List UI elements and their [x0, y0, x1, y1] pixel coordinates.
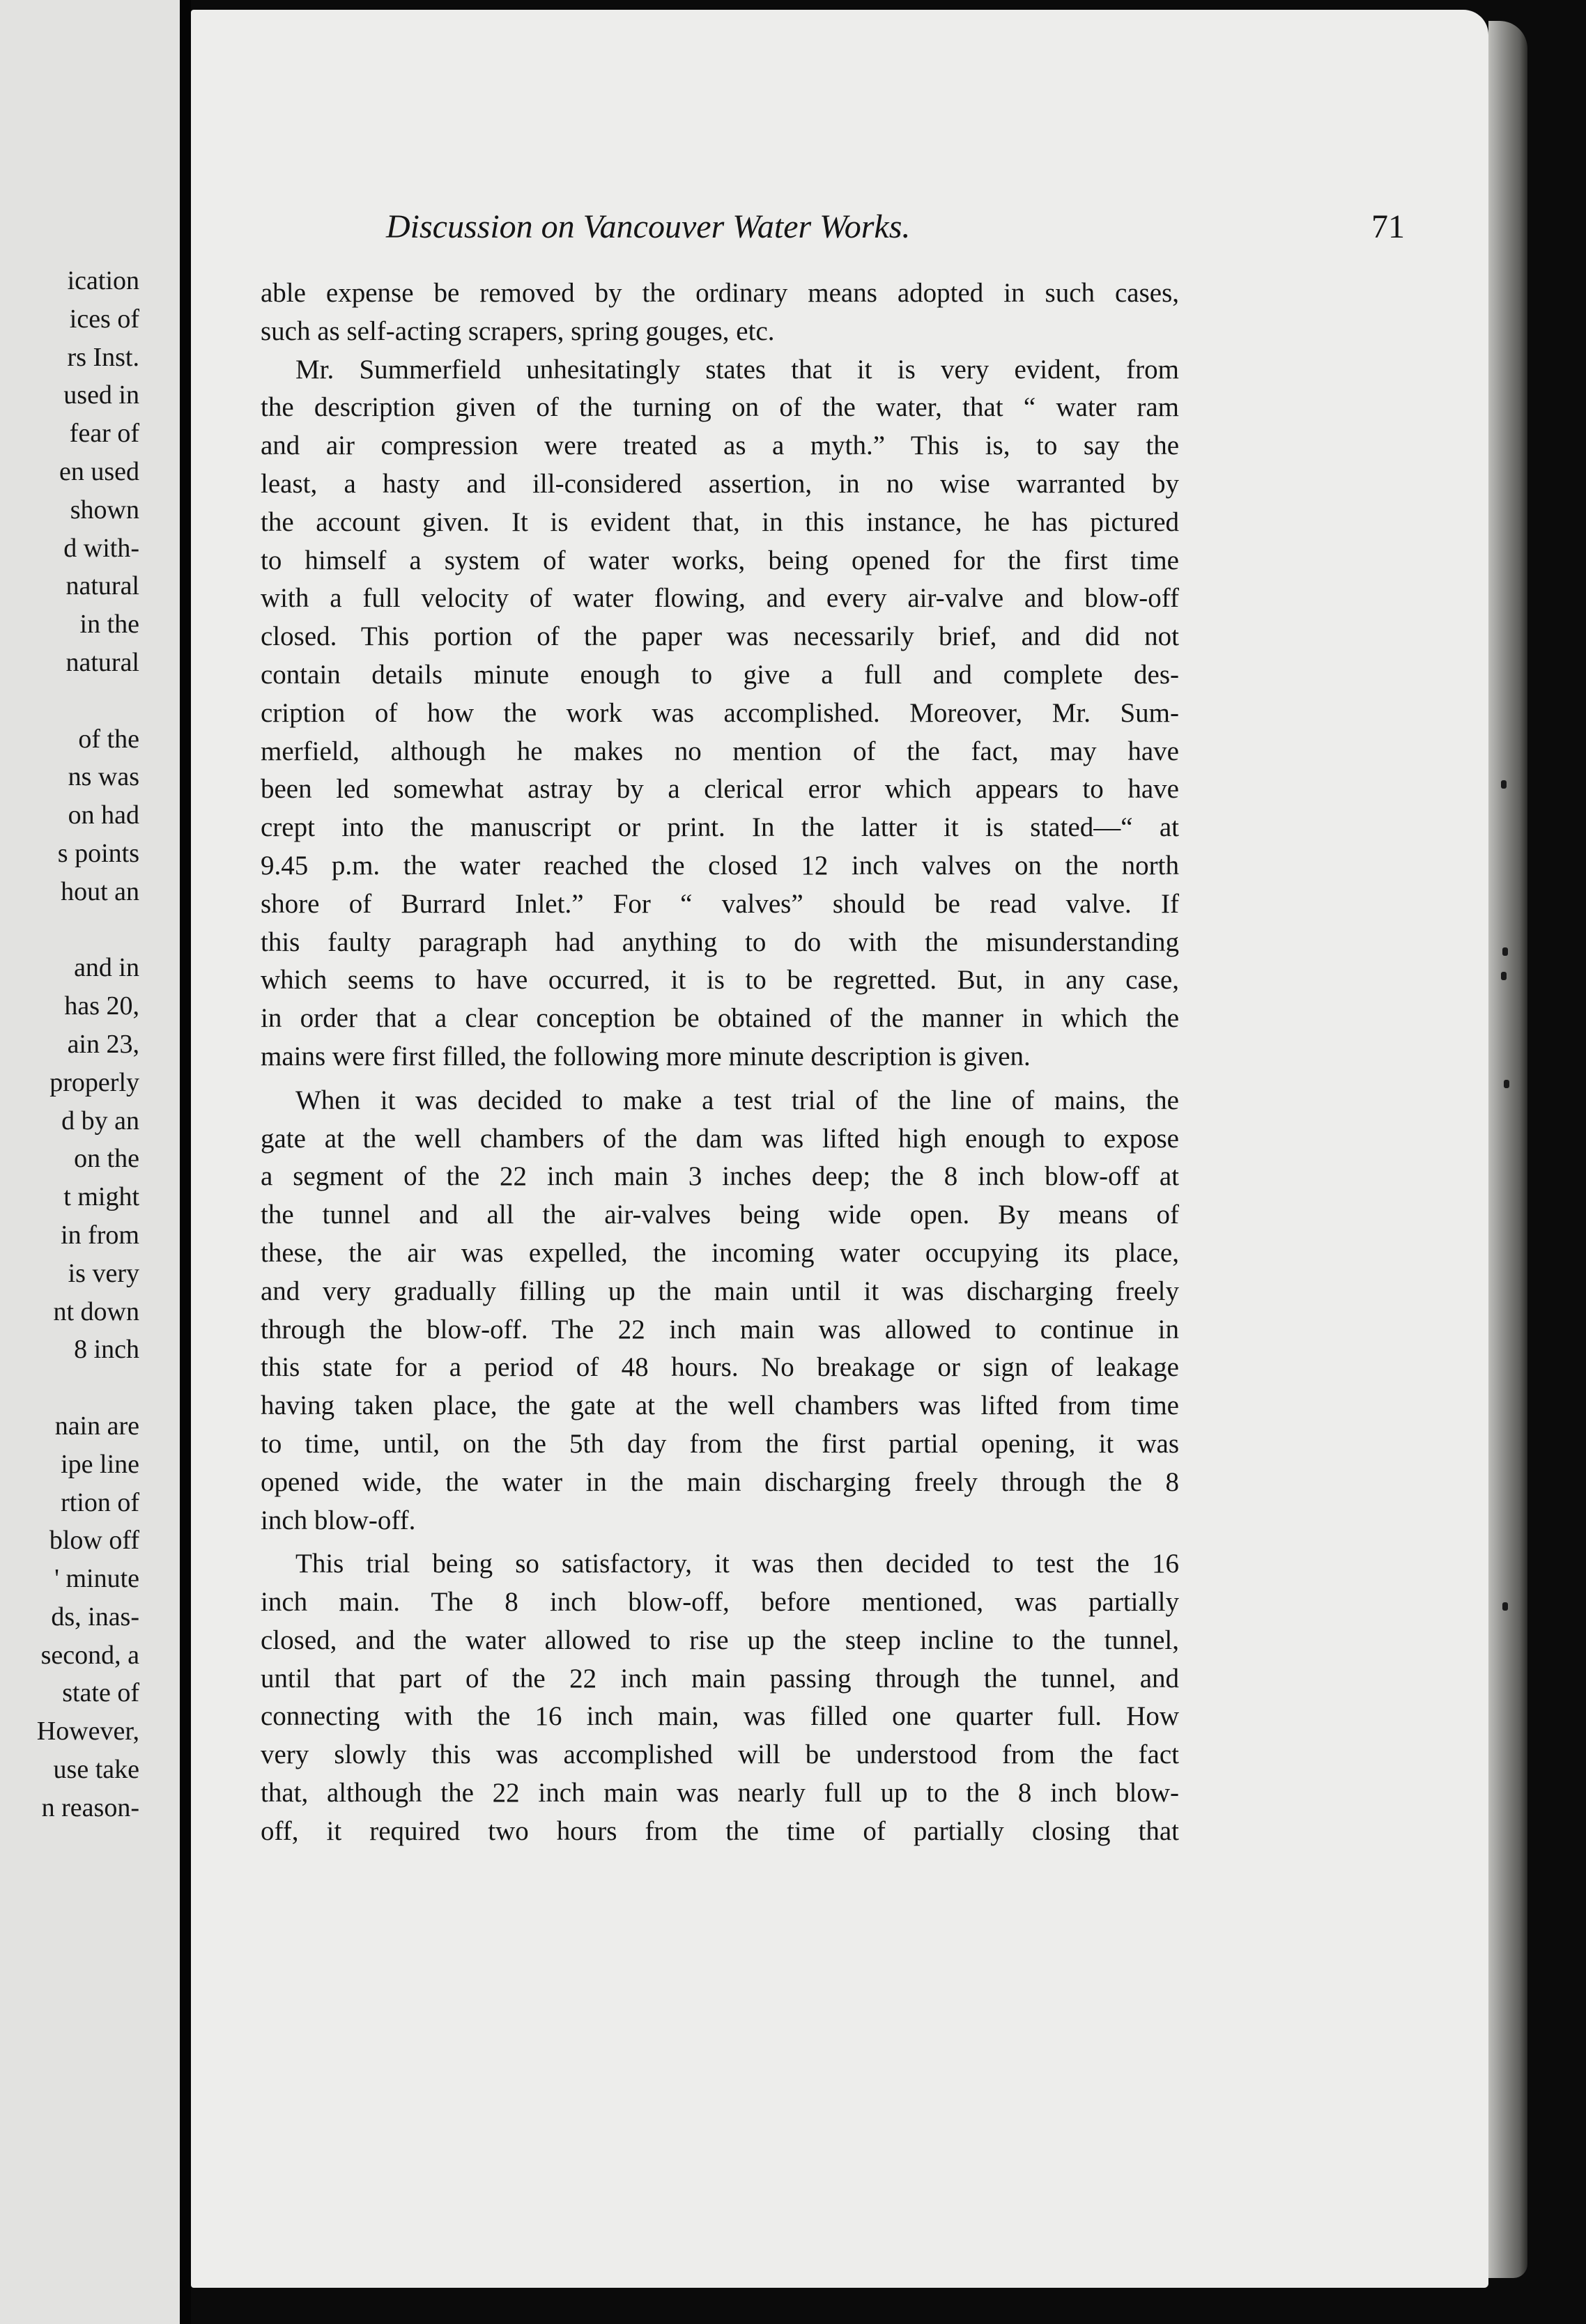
text-line: until that part of the 22 inch main passing through the tunnel, and — [261, 1663, 1179, 1694]
paragraph — [261, 1545, 1179, 1850]
facing-page-line: in the — [79, 610, 139, 640]
facing-page-line: of the — [78, 724, 139, 754]
facing-page-line: nt down — [53, 1296, 139, 1326]
text-line: with a full velocity of water flowing, and every air-valve and blow-off — [261, 583, 1179, 614]
facing-page-line: use take — [53, 1755, 139, 1785]
book-page — [191, 10, 1488, 2288]
facing-page-line: used in — [63, 380, 139, 410]
facing-page-line: en used — [59, 456, 139, 486]
facing-page-line: n reason- — [41, 1792, 139, 1822]
text-line: which seems to have occurred, it is to be regretted. But, in any case, — [261, 965, 1179, 996]
edge-mark — [1501, 972, 1507, 980]
facing-page-line: properly — [49, 1067, 139, 1097]
running-head — [386, 206, 1405, 248]
edge-mark — [1502, 947, 1508, 956]
facing-page-line — [0, 911, 139, 950]
text-line: very slowly this was accomplished will be understood from the fact — [261, 1740, 1179, 1770]
paragraph — [261, 351, 1179, 1076]
facing-page-line: natural — [66, 647, 139, 677]
facing-page-line: nain are — [54, 1411, 139, 1441]
text-line: and very gradually filling up the main until it was discharging freely — [261, 1276, 1179, 1306]
facing-page-line: However, — [36, 1717, 139, 1746]
facing-page — [0, 0, 180, 2324]
facing-page-line: second, a — [40, 1640, 139, 1670]
paragraph — [261, 1082, 1179, 1540]
text-line: the description given of the turning on of the water, that “ water ram — [261, 392, 1179, 423]
text-line: 9.45 p.m. the water reached the closed 12 inch valves on the north — [261, 850, 1179, 881]
facing-page-line: on had — [68, 800, 139, 830]
facing-page-line: shown — [70, 495, 139, 525]
text-line: crept into the manuscript or print. In the latter it is stated—“ at — [261, 812, 1179, 843]
page-edge — [1488, 21, 1527, 2278]
text-line: to time, until, on the 5th day from the first partial opening, it was — [261, 1428, 1179, 1459]
text-line: merfield, although he makes no mention of the fact, may have — [261, 736, 1179, 766]
running-head-title: Discussion on Vancouver Water Works. — [386, 208, 911, 245]
facing-page-line: state of — [62, 1678, 139, 1708]
text-line: this state for a period of 48 hours. No breakage or sign of leakage — [261, 1352, 1179, 1383]
text-line: closed, and the water allowed to rise up the steep incline to the tunnel, — [261, 1625, 1179, 1655]
facing-page-line: has 20, — [64, 991, 139, 1021]
facing-page-line: blow off — [49, 1526, 139, 1556]
text-line: This trial being so satisfactory, it was then decided to test the 16 — [295, 1549, 1179, 1579]
text-line: least, a hasty and ill-considered assertion, in no wise warranted by — [261, 468, 1179, 499]
text-line: able expense be removed by the ordinary means adopted in such cases, — [261, 278, 1179, 308]
facing-page-line: ' minute — [54, 1564, 139, 1594]
text-line: off, it required two hours from the time of partially closing that — [261, 1815, 1179, 1846]
text-line: been led somewhat astray by a clerical error which appears to have — [261, 774, 1179, 805]
text-line: and air compression were treated as a myth.” This is, to say the — [261, 431, 1179, 461]
facing-page-line: rtion of — [61, 1487, 139, 1517]
facing-page-line: d with- — [63, 533, 139, 563]
text-line: opened wide, the water in the main discharging freely through the 8 — [261, 1466, 1179, 1497]
edge-mark — [1502, 1602, 1508, 1611]
body-text — [261, 274, 1179, 1851]
text-line: such as self-acting scrapers, spring gouges, etc. — [261, 316, 775, 346]
facing-page-line: ication — [67, 266, 139, 295]
text-line: this faulty paragraph had anything to do with the misunderstanding — [261, 927, 1179, 957]
text-line: closed. This portion of the paper was necessarily brief, and did not — [261, 621, 1179, 652]
edge-mark — [1504, 1080, 1509, 1088]
text-line: having taken place, the gate at the well chambers was lifted from time — [261, 1390, 1179, 1421]
facing-page-line: ns was — [68, 762, 139, 792]
text-line: through the blow-off. The 22 inch main was allowed to continue in — [261, 1314, 1179, 1345]
text-line: inch main. The 8 inch blow-off, before mentioned, was partially — [261, 1587, 1179, 1618]
text-line: the account given. It is evident that, in this instance, he has pictured — [261, 506, 1179, 537]
facing-page-line: natural — [66, 571, 139, 601]
facing-page-text — [0, 262, 139, 1827]
text-line: in order that a clear conception be obtained of the manner in which the — [261, 1003, 1179, 1034]
text-line: that, although the 22 inch main was nearly full up to the 8 inch blow- — [261, 1778, 1179, 1808]
edge-mark — [1501, 780, 1507, 789]
facing-page-line: t might — [63, 1182, 139, 1212]
facing-page-line: ices of — [69, 304, 139, 334]
page-number: 71 — [1371, 208, 1405, 245]
text-line: inch blow-off. — [261, 1505, 416, 1535]
text-line: contain details minute enough to give a full and complete des- — [261, 659, 1179, 690]
facing-page-line: ds, inas- — [51, 1602, 139, 1632]
facing-page-line — [0, 1369, 139, 1407]
facing-page-line — [0, 682, 139, 720]
facing-page-line: s points — [57, 838, 139, 868]
facing-page-line: and in — [74, 953, 139, 983]
facing-page-line: 8 inch — [74, 1335, 139, 1365]
book-gutter — [180, 0, 191, 2324]
facing-page-line: is very — [68, 1258, 139, 1288]
text-line: the tunnel and all the air-valves being wide open. By means of — [261, 1200, 1179, 1230]
text-line: connecting with the 16 inch main, was filled one quarter full. How — [261, 1701, 1179, 1732]
facing-page-line: rs Inst. — [67, 342, 139, 372]
text-line: these, the air was expelled, the incoming water occupying its place, — [261, 1237, 1179, 1268]
facing-page-line: in from — [61, 1220, 139, 1250]
text-line: Mr. Summerfield unhesitatingly states that it is very evident, from — [295, 354, 1179, 385]
text-line: gate at the well chambers of the dam was lifted high enough to expose — [261, 1123, 1179, 1154]
text-line: shore of Burrard Inlet.” For “ valves” should be read valve. If — [261, 888, 1179, 919]
facing-page-line: fear of — [69, 419, 139, 449]
facing-page-line: ipe line — [61, 1449, 139, 1479]
text-line: cription of how the work was accomplished. Moreover, Mr. Sum- — [261, 697, 1179, 728]
paragraph — [261, 274, 1179, 351]
facing-page-line: ain 23, — [67, 1029, 139, 1059]
facing-page-line: hout an — [61, 876, 139, 906]
facing-page-line: on the — [74, 1144, 139, 1174]
text-line: a segment of the 22 inch main 3 inches deep; the 8 inch blow-off at — [261, 1161, 1179, 1192]
text-line: mains were first filled, the following more minute description is given. — [261, 1041, 1031, 1071]
text-line: to himself a system of water works, being opened for the first time — [261, 545, 1179, 575]
text-line: When it was decided to make a test trial of the line of mains, the — [295, 1085, 1179, 1115]
facing-page-line: d by an — [61, 1106, 139, 1136]
